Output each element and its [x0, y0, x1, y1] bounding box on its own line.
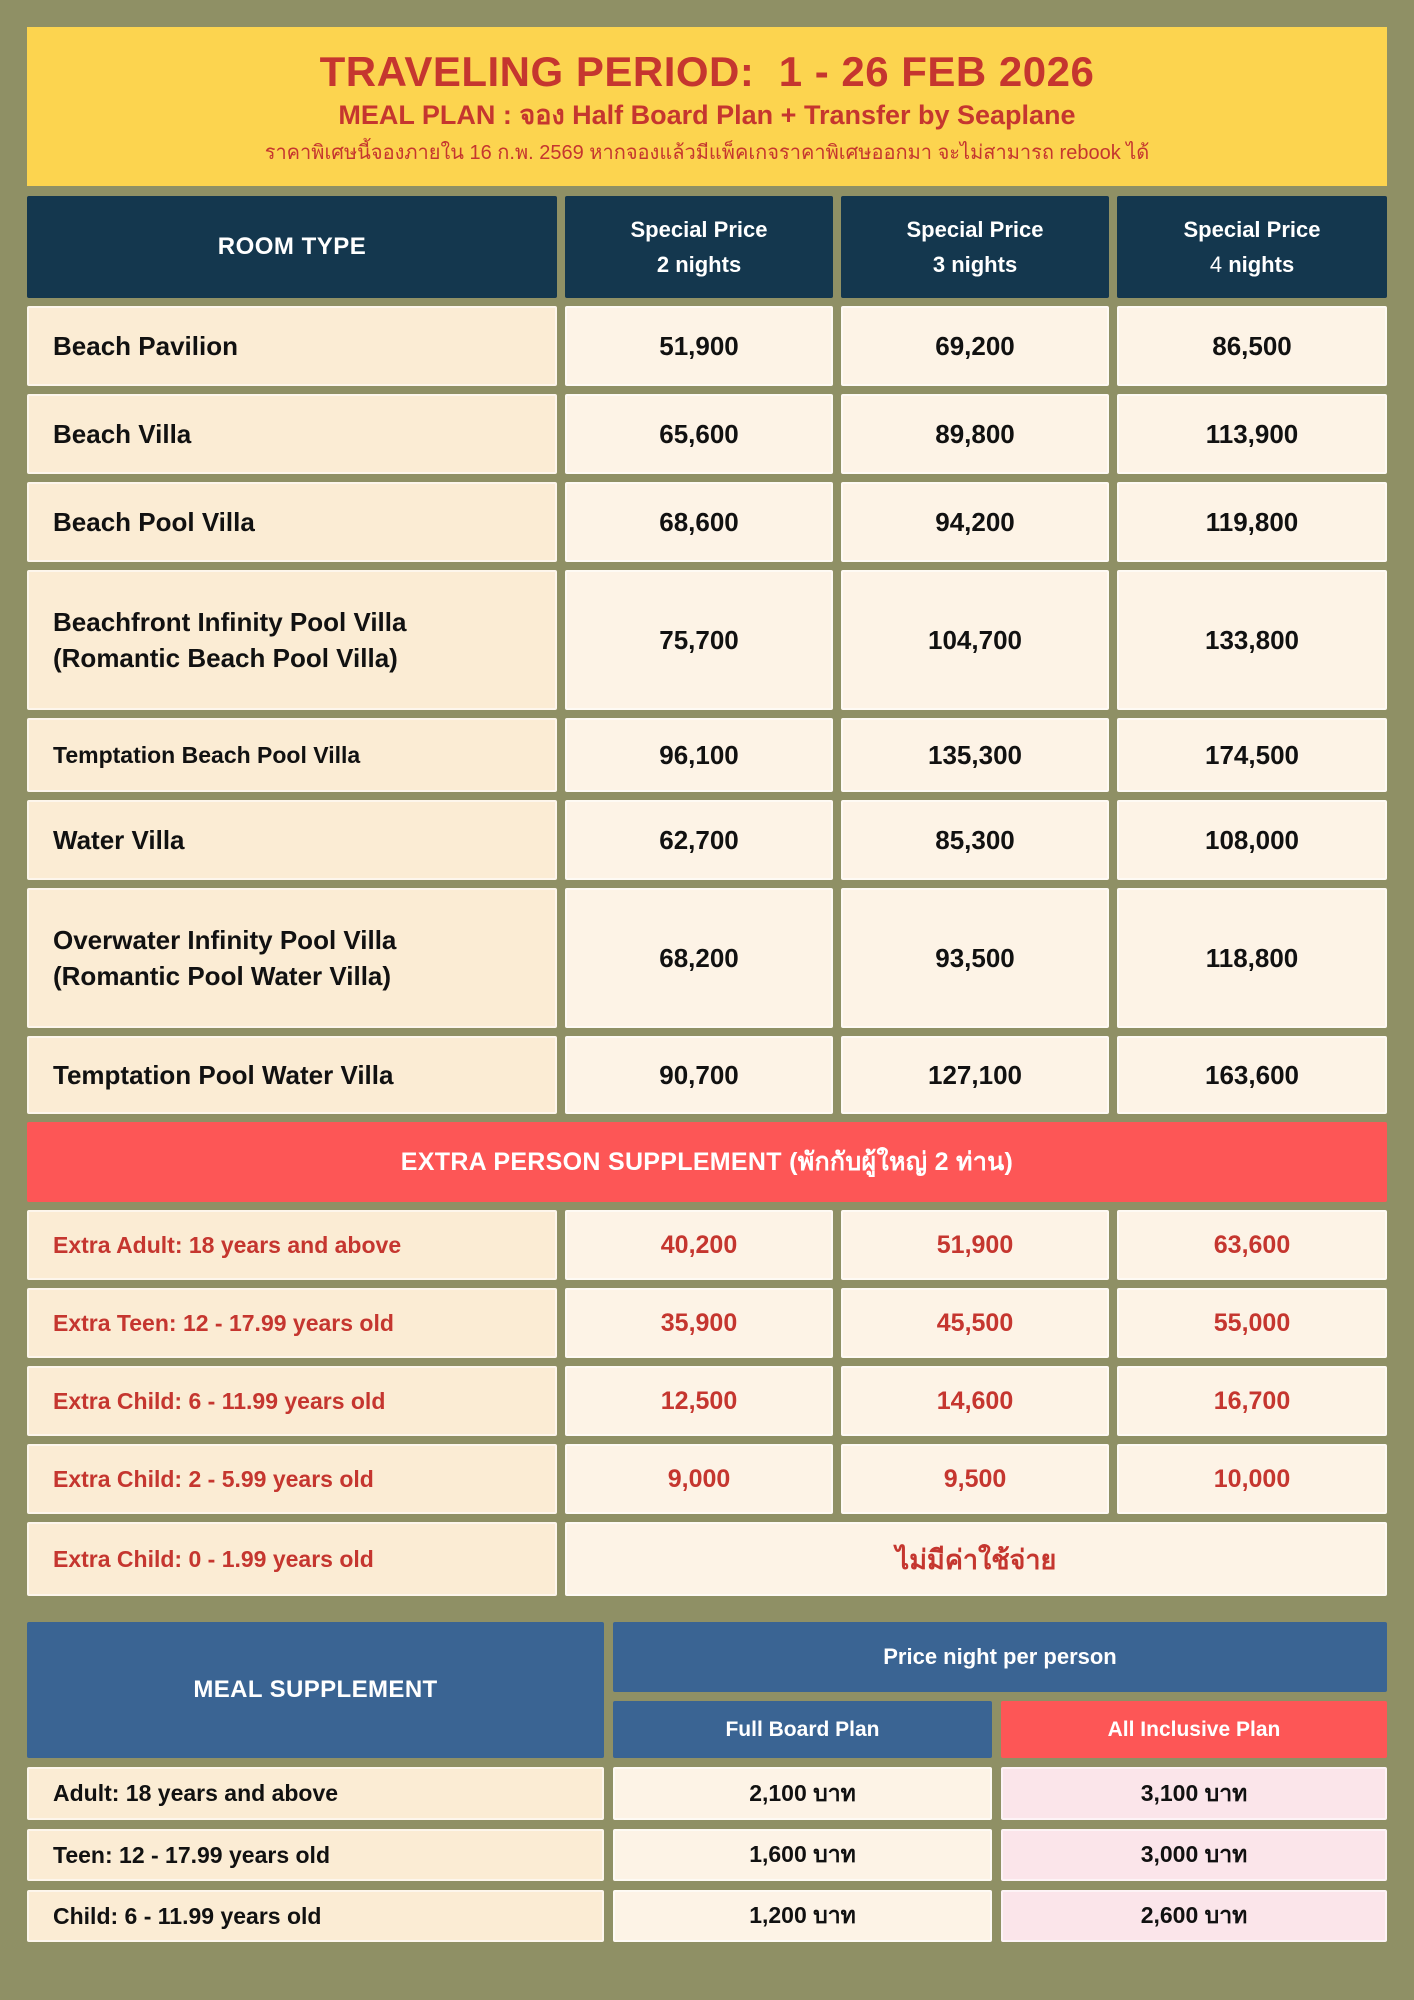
price-value: 174,500	[1117, 718, 1387, 792]
full-board-price: 1,200 บาท	[613, 1890, 992, 1942]
price-value: 113,900	[1117, 394, 1387, 474]
room-name: Temptation Beach Pool Villa	[27, 718, 557, 792]
extra-person-supplement-banner: EXTRA PERSON SUPPLEMENT (พักกับผู้ใหญ่ 2 ท่าน)	[27, 1122, 1387, 1202]
price-value: 69,200	[841, 306, 1109, 386]
all-inclusive-price: 2,600 บาท	[1001, 1890, 1387, 1942]
price-value: 75,700	[565, 570, 833, 710]
price-value: 118,800	[1117, 888, 1387, 1028]
room-name: Beach Pool Villa	[27, 482, 557, 562]
price-value: 68,200	[565, 888, 833, 1028]
price-value: 94,200	[841, 482, 1109, 562]
price-value: 163,600	[1117, 1036, 1387, 1114]
extra-price-value: 63,600	[1117, 1210, 1387, 1280]
meal-supplement-header: MEAL SUPPLEMENT	[27, 1622, 604, 1758]
extra-price-value: 14,600	[841, 1366, 1109, 1436]
special-price-label: Special Price	[1183, 216, 1321, 242]
price-value: 89,800	[841, 394, 1109, 474]
price-value: 108,000	[1117, 800, 1387, 880]
price-value: 68,600	[565, 482, 833, 562]
price-value: 90,700	[565, 1036, 833, 1114]
extra-person-label: Extra Child: 6 - 11.99 years old	[27, 1366, 557, 1436]
extra-price-value: 10,000	[1117, 1444, 1387, 1514]
nights-label: 4 nights	[1209, 251, 1295, 277]
extra-person-label: Extra Child: 0 - 1.99 years old	[27, 1522, 557, 1596]
price-value: 93,500	[841, 888, 1109, 1028]
meal-plan-subtitle: MEAL PLAN : จอง Half Board Plan + Transfer by Seaplane	[338, 99, 1076, 130]
extra-price-value: 45,500	[841, 1288, 1109, 1358]
all-inclusive-price: 3,000 บาท	[1001, 1829, 1387, 1881]
meal-supplement-table	[27, 1622, 1387, 1942]
price-value: 135,300	[841, 718, 1109, 792]
traveling-period-title: TRAVELING PERIOD: 1 - 26 FEB 2026	[319, 47, 1095, 95]
room-name: Beach Pavilion	[27, 306, 557, 386]
room-name: Temptation Pool Water Villa	[27, 1036, 557, 1114]
price-value: 119,800	[1117, 482, 1387, 562]
price-value: 62,700	[565, 800, 833, 880]
price-value: 104,700	[841, 570, 1109, 710]
extra-price-value: 9,500	[841, 1444, 1109, 1514]
room-name-line1: Beachfront Infinity Pool Villa	[53, 606, 407, 637]
meal-row-label: Adult: 18 years and above	[27, 1767, 604, 1820]
all-inclusive-price: 3,100 บาท	[1001, 1767, 1387, 1820]
traveling-period-banner	[27, 27, 1387, 186]
extra-price-value: 51,900	[841, 1210, 1109, 1280]
extra-person-label: Extra Teen: 12 - 17.99 years old	[27, 1288, 557, 1358]
extra-price-value: 40,200	[565, 1210, 833, 1280]
all-inclusive-plan-header: All Inclusive Plan	[1001, 1701, 1387, 1758]
price-value: 85,300	[841, 800, 1109, 880]
price-value: 133,800	[1117, 570, 1387, 710]
special-price-label: Special Price	[630, 216, 768, 242]
room-name: Beach Villa	[27, 394, 557, 474]
room-name-line2: (Romantic Beach Pool Villa)	[53, 643, 398, 673]
extra-price-value: 35,900	[565, 1288, 833, 1358]
meal-row-label: Teen: 12 - 17.99 years old	[27, 1829, 604, 1881]
special-price-3-nights-header	[841, 196, 1109, 298]
extra-price-value: 12,500	[565, 1366, 833, 1436]
extra-person-label: Extra Adult: 18 years and above	[27, 1210, 557, 1280]
extra-price-value: 55,000	[1117, 1288, 1387, 1358]
room-name	[27, 888, 557, 1028]
room-name-line1: Overwater Infinity Pool Villa	[53, 924, 397, 955]
room-price-table	[27, 196, 1387, 1596]
price-value: 65,600	[565, 394, 833, 474]
nights-label: 2 nights	[656, 251, 742, 277]
full-board-plan-header: Full Board Plan	[613, 1701, 992, 1758]
price-value: 51,900	[565, 306, 833, 386]
extra-person-label: Extra Child: 2 - 5.99 years old	[27, 1444, 557, 1514]
price-night-per-person-header: Price night per person	[613, 1622, 1387, 1692]
price-value: 96,100	[565, 718, 833, 792]
special-price-2-nights-header	[565, 196, 833, 298]
extra-price-value: 16,700	[1117, 1366, 1387, 1436]
price-value: 86,500	[1117, 306, 1387, 386]
special-price-label: Special Price	[906, 216, 1044, 242]
room-name	[27, 570, 557, 710]
room-name: Water Villa	[27, 800, 557, 880]
nights-label: 3 nights	[932, 251, 1018, 277]
room-name-line2: (Romantic Pool Water Villa)	[53, 961, 392, 991]
full-board-price: 2,100 บาท	[613, 1767, 992, 1820]
extra-price-value: 9,000	[565, 1444, 833, 1514]
room-type-header: ROOM TYPE	[27, 196, 557, 298]
booking-condition-note: ราคาพิเศษนี้จองภายใน 16 ก.พ. 2569 หากจองแล้วมีแพ็คเกจราคาพิเศษออกมา จะไม่สามารถ rebook ได้	[264, 141, 1150, 164]
meal-row-label: Child: 6 - 11.99 years old	[27, 1890, 604, 1942]
price-value: 127,100	[841, 1036, 1109, 1114]
no-charge-cell: ไม่มีค่าใช้จ่าย	[565, 1522, 1387, 1596]
special-price-4-nights-header	[1117, 196, 1387, 298]
full-board-price: 1,600 บาท	[613, 1829, 992, 1881]
